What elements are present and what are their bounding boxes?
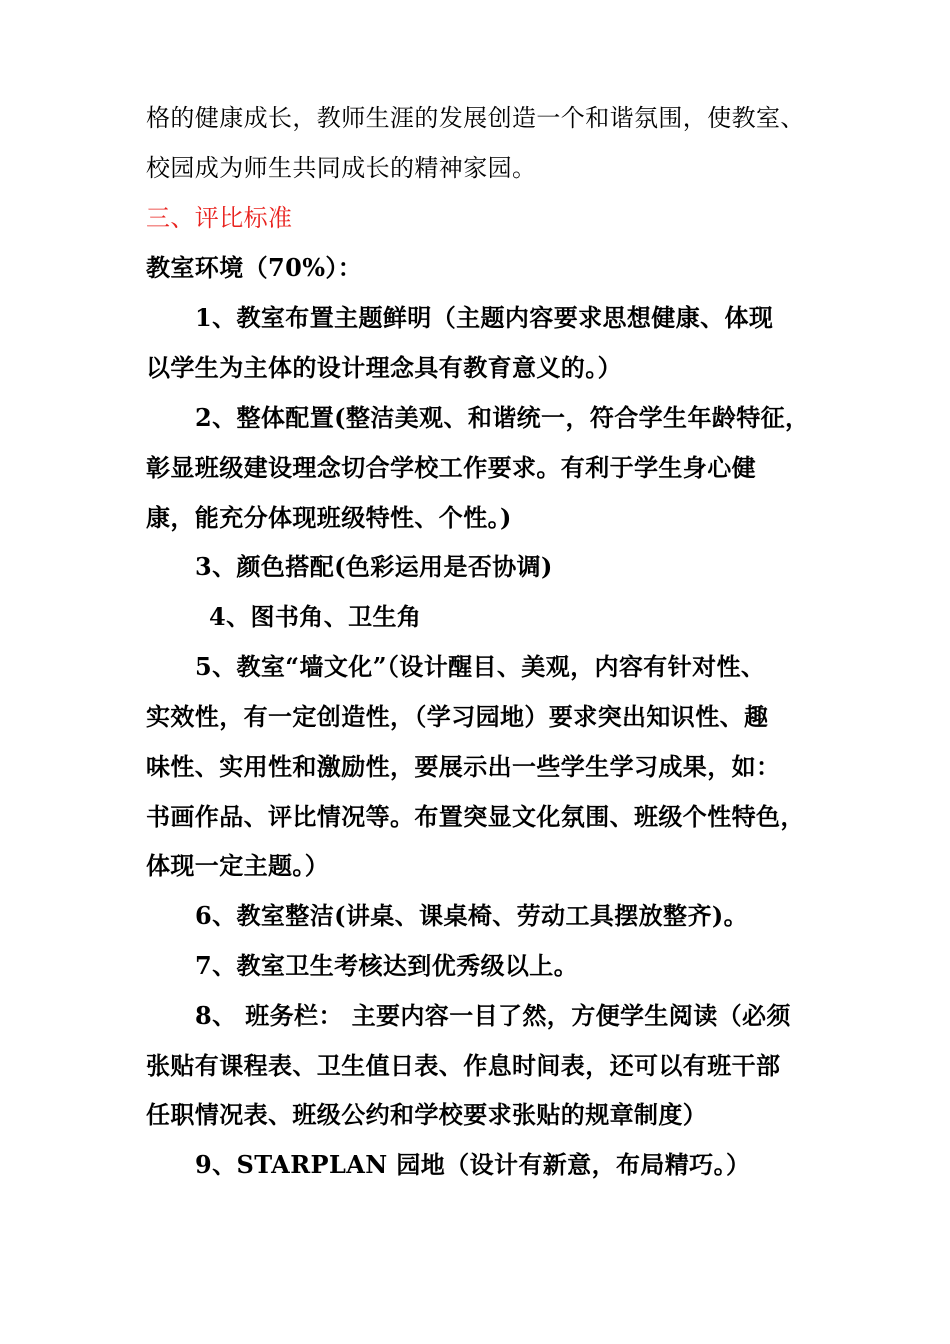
item-3-line-1: 3、颜色搭配(色彩运用是否协调) <box>195 552 553 581</box>
intro-line-1: 格的健康成长，教师生涯的发展创造一个和谐氛围，使教室、 <box>146 104 805 132</box>
item-5-line-1: 5、教室“墙文化”（设计醒目、美观，内容有针对性、 <box>195 652 766 681</box>
item-2-line-3: 康，能充分体现班级特性、个性。) <box>146 503 512 532</box>
item-4-line-1: 4、图书角、卫生角 <box>209 602 422 631</box>
item-5-line-2: 实效性，有一定创造性，（学习园地）要求突出知识性、趣 <box>146 702 769 731</box>
item-1-line-2: 以学生为主体的设计理念具有教育意义的。） <box>146 353 622 382</box>
item-5-line-4: 书画作品、评比情况等。布置突显文化氛围、班级个性特色， <box>146 802 805 831</box>
item-5-line-3: 味性、实用性和激励性，要展示出一些学生学习成果，如： <box>146 752 781 781</box>
env-heading: 教室环境（70%）： <box>146 253 363 282</box>
item-6-line-1: 6、教室整洁(讲桌、课桌椅、劳动工具摆放整齐)。 <box>195 901 749 930</box>
item-8-line-1: 8、 班务栏： 主要内容一目了然，方便学生阅读（必须 <box>195 1001 791 1030</box>
item-7-line-1: 7、教室卫生考核达到优秀级以上。 <box>195 951 579 980</box>
intro-line-2: 校园成为师生共同成长的精神家园。 <box>146 154 537 182</box>
item-5-line-5: 体现一定主题。） <box>146 851 330 880</box>
item-1-line-1: 1、教室布置主题鲜明（主题内容要求思想健康、体现 <box>195 303 774 332</box>
item-8-line-2: 张贴有课程表、卫生值日表、作息时间表，还可以有班干部 <box>146 1051 781 1080</box>
item-2-line-2: 彰显班级建设理念切合学校工作要求。有利于学生身心健 <box>146 453 756 482</box>
item-9-line-1: 9、STARPLAN 园地（设计有新意，布局精巧。） <box>195 1150 751 1179</box>
item-2-line-1: 2、整体配置(整洁美观、和谐统一，符合学生年龄特征， <box>195 403 810 432</box>
section-heading: 三、评比标准 <box>146 204 293 232</box>
item-8-line-3: 任职情况表、班级公约和学校要求张贴的规章制度） <box>146 1100 708 1129</box>
